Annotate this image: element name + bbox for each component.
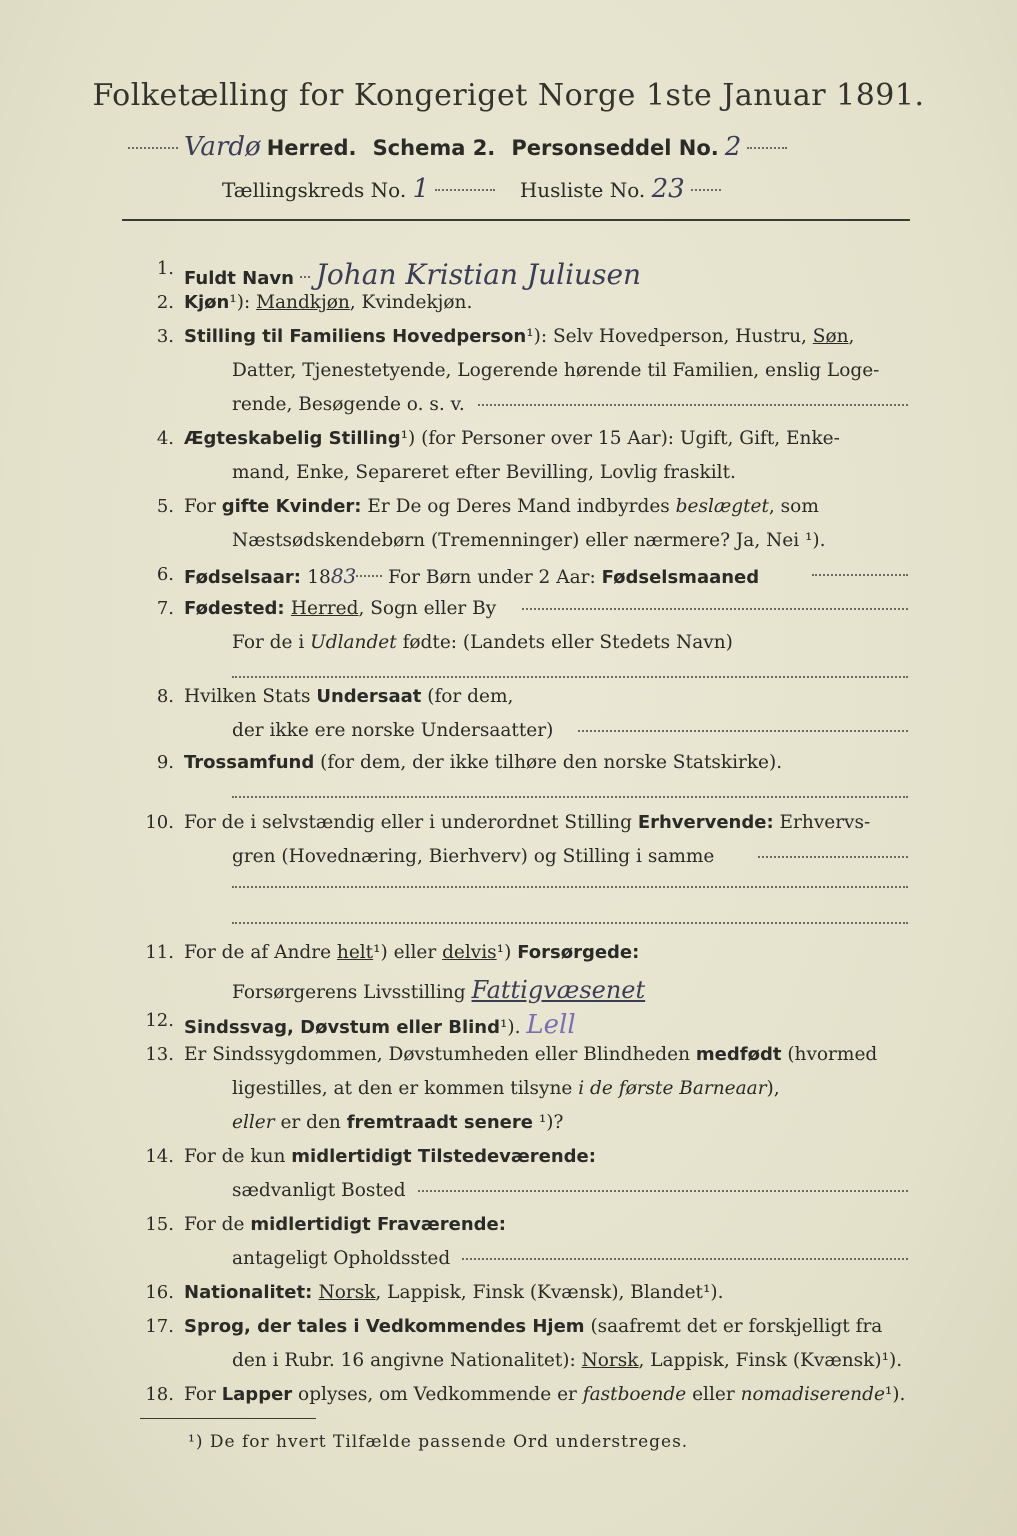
item-13-text-2b: ), [766,1078,780,1099]
item-4-text: ¹) (for Personer over 15 Aar): Ugift, Gift, Enke- [400,428,840,449]
item-14-line [184,1146,596,1167]
item-4-line [184,428,840,449]
item-3-label: Stilling til Familiens Hovedperson [184,326,527,347]
footnote-rule [140,1418,316,1419]
option-kvindekjon: , Kvindekjøn. [349,292,473,313]
form-title: Folketælling for Kongeriget Norge 1ste Januar 1891. [92,78,925,113]
item-18-italic-2: nomadiserende [740,1384,885,1405]
item-7-text-2a: For de i [232,632,311,653]
item-6-label-2: Fødselsmaaned [601,567,760,588]
full-name-handwritten: Johan Kristian Juliusen [315,258,642,291]
taellingskreds-label: Tællingskreds No. [222,178,407,202]
item-18-text-c: eller [686,1384,741,1405]
item-6-dotfill [812,574,908,576]
item-8-line [184,686,513,707]
item-13-text-b: (hvormed [781,1044,878,1065]
item-3-comma: , [848,326,855,347]
item-18-text: For [184,1384,222,1405]
item-4-line-2: mand, Enke, Separeret efter Bevilling, Lovlig fraskilt. [232,462,736,483]
item-number: 18. [145,1384,174,1405]
item-number: 7. [156,598,174,619]
item-11-text-b: ¹) eller [373,942,443,963]
item-10-text: For de i selvstændig eller i underordnet Stilling [184,812,638,833]
item-number: 12. [145,1010,174,1031]
item-9-label: Trossamfund [184,752,315,773]
item-18-italic: fastboende [582,1384,687,1405]
item-9-line [184,752,782,773]
item-1-label: Fuldt Navn [184,268,294,289]
item-8-dotfill [578,730,908,732]
item-number: 9. [156,752,174,773]
option-helt: helt [336,942,374,963]
item-4-label: Ægteskabelig Stilling [184,428,401,449]
item-number: 2. [156,292,174,313]
birth-year-handwritten: 83 [330,564,357,588]
item-number: 11. [145,942,174,963]
item-16-label: Nationalitet: [184,1282,319,1303]
item-8-text: (for dem, [421,686,514,707]
item-7-dotfill [522,608,908,610]
item-14-label: midlertidigt Tilstedeværende: [291,1146,596,1167]
item-6-line [184,564,759,588]
personseddel-number: 2 [724,132,742,162]
item-18-text-b: oplyses, om Vedkommende er [292,1384,583,1405]
item-13-line [184,1044,877,1065]
item-18-line [184,1384,905,1405]
item-13-italic-2: eller [232,1112,275,1133]
item-16-line [184,1282,724,1303]
item-1-line [184,258,641,291]
item-11-line-2 [232,976,645,1004]
item-12-text: ¹). [499,1017,521,1038]
item-9-text: (for dem, der ikke tilhøre den norske Statskirke). [314,752,783,773]
item-13-line-3 [232,1112,563,1133]
item-13-italic: i de første Barneaar [578,1078,767,1099]
item-3-line-3: rende, Besøgende o. s. v. [232,394,465,415]
item-13-text-3a: er den [274,1112,347,1133]
item-10-dotfill-3 [232,922,908,924]
item-7-italic: Udlandet [310,632,397,653]
item-11-text-2: Forsørgerens Livsstilling [232,982,466,1003]
item-13-line-2 [232,1078,780,1099]
option-mandkjon: Mandkjøn [256,292,350,313]
item-10-text-b: Erhvervs- [773,812,871,833]
item-17-line-2 [232,1350,902,1371]
option-norsk-2: Norsk [581,1350,639,1371]
item-18-text-d: ¹). [884,1384,906,1405]
personseddel-label: Personseddel No. [511,136,719,160]
item-15-dotfill [462,1258,908,1260]
item-2-line [184,292,472,313]
item-17-label: Sprog, der tales i Vedkommendes Hjem [184,1316,585,1337]
item-18-label: Lapper [221,1384,293,1405]
schema-label: Schema 2. [372,136,496,160]
item-11-text: For de af Andre [184,942,337,963]
item-number: 15. [145,1214,174,1235]
item-number: 14. [145,1146,174,1167]
item-14-text: For de kun [184,1146,292,1167]
item-7-line [184,598,496,619]
herred-label: Herred. [266,136,357,160]
item-2-sup: ¹): [229,292,257,313]
item-15-label: midlertidigt Fraværende: [250,1214,506,1235]
item-2-label: Kjøn [184,292,230,313]
herred-handwritten: Vardø [184,132,261,162]
provider-occupation-handwritten: Fattigvæsenet [471,976,646,1004]
item-number: 4. [156,428,174,449]
item-7-dotfill-2 [232,676,908,678]
item-number: 1. [156,258,174,279]
header-rule [122,219,910,221]
item-17-text: (saafremt det er forskjelligt fra [584,1316,883,1337]
item-5-italic: beslægtet [675,496,769,517]
item-14-line-2: sædvanligt Bosted [232,1180,406,1201]
item-13-text: Er Sindssygdommen, Døvstumheden eller Blindheden [184,1044,696,1065]
item-5-text: Er De og Deres Mand indbyrdes [361,496,676,517]
item-10-dotfill [758,856,908,858]
item-12-handwritten: Lell [526,1010,576,1040]
herred-line [128,132,787,162]
item-7-text-2b: fødte: (Landets eller Stedets Navn) [396,632,733,653]
item-7-text: , Sogn eller By [358,598,497,619]
item-15-line [184,1214,506,1235]
item-5-line [184,496,819,517]
item-number: 16. [145,1282,174,1303]
item-5-text-b: , som [768,496,819,517]
item-12-line [184,1010,576,1040]
item-14-dotfill [418,1190,908,1192]
item-3-line-2: Datter, Tjenestetyende, Logerende hørende til Familien, enslig Loge- [232,360,880,381]
item-12-label: Sindssvag, Døvstum eller Blind [184,1017,500,1038]
item-10-line-2: gren (Hovednæring, Bierhverv) og Stilling i samme [232,846,715,867]
taellingskreds-number: 1 [412,174,430,204]
kreds-line [222,174,721,204]
item-3-line [184,326,854,347]
item-17-text-2b: , Lappisk, Finsk (Kvænsk)¹). [638,1350,903,1371]
item-11-label: Forsørgede: [517,942,640,963]
option-herred: Herred [290,598,359,619]
item-11-text-c: ¹) [496,942,518,963]
item-6-label: Fødselsaar: [184,567,308,588]
item-15-line-2: antageligt Opholdssted [232,1248,451,1269]
item-9-dotfill [232,796,908,798]
husliste-label: Husliste No. [519,178,646,202]
item-5-label: gifte Kvinder: [221,496,362,517]
item-11-line [184,942,639,963]
footnote: ¹) De for hvert Tilfælde passende Ord understreges. [188,1432,689,1452]
item-7-line-2 [232,632,733,653]
option-son: Søn [812,326,849,347]
item-number: 10. [145,812,174,833]
item-17-line [184,1316,882,1337]
item-8-pre: Hvilken Stats [184,686,317,707]
item-15-text: For de [184,1214,251,1235]
item-13-text-3b: ¹)? [532,1112,564,1133]
item-13-text-2a: ligestilles, at den er kommen tilsyne [232,1078,579,1099]
item-6-text: For Børn under 2 Aar: [388,567,602,588]
item-number: 8. [156,686,174,707]
item-number: 5. [156,496,174,517]
item-10-label: Erhvervende: [637,812,774,833]
item-8-line-2: der ikke ere norske Undersaatter) [232,720,554,741]
item-number: 3. [156,326,174,347]
item-7-label: Fødested: [184,598,291,619]
item-8-label: Undersaat [316,686,422,707]
option-delvis: delvis [442,942,497,963]
item-17-text-2a: den i Rubr. 16 angivne Nationalitet): [232,1350,582,1371]
item-10-line [184,812,870,833]
husliste-number: 23 [651,174,685,204]
item-3-text: ¹): Selv Hovedperson, Hustru, [526,326,813,347]
item-number: 13. [145,1044,174,1065]
item-number: 17. [145,1316,174,1337]
item-5-pre: For [184,496,222,517]
item-16-text: , Lappisk, Finsk (Kvænsk), Blandet¹). [375,1282,724,1303]
item-13-label-3: fremtraadt senere [346,1112,533,1133]
item-10-dotfill-2 [232,886,908,888]
item-13-label: medfødt [695,1044,782,1065]
item-3-dotfill [478,404,908,406]
item-5-line-2: Næstsødskendebørn (Tremenninger) eller nærmere? Ja, Nei ¹). [232,530,826,551]
year-prefix: 18 [307,567,331,588]
item-number: 6. [156,564,174,585]
option-norsk: Norsk [318,1282,376,1303]
